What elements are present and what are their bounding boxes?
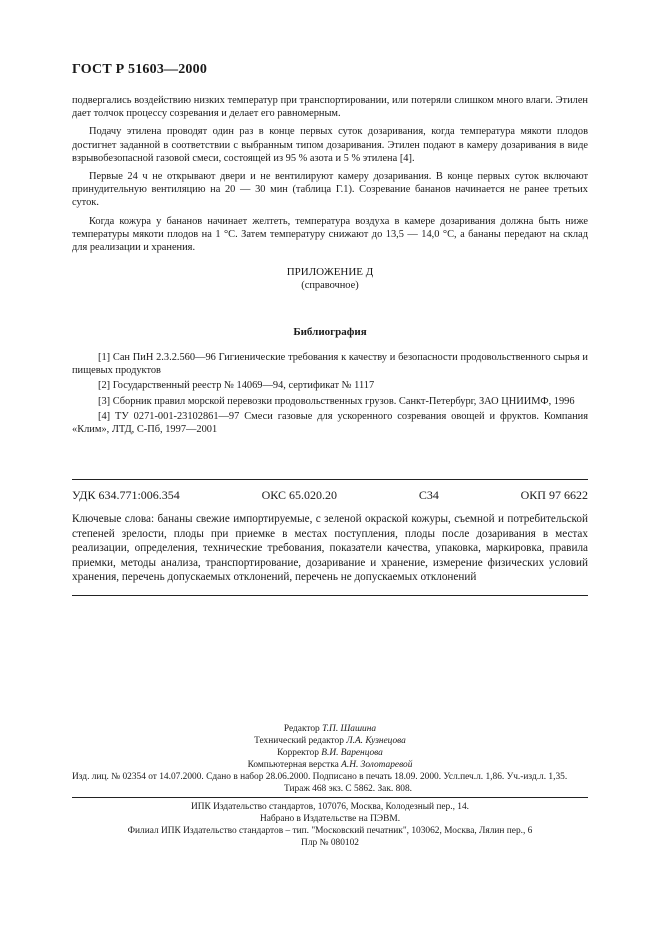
bibliography-title: Библиография	[293, 326, 367, 338]
footer-line-4: Плр № 080102	[301, 838, 359, 848]
paragraph-3: Первые 24 ч не открывают двери и не вентилируют камеру дозаривания. В конце первых суток включают принудительную вентиляцию на 20 — 30 мин (таблица Г.1). Созревание бананов начинается не ранее третьих суток.	[72, 171, 588, 209]
credits-block	[200, 723, 460, 771]
paragraph-2: Подачу этилена проводят один раз в конце первых суток дозаривания, когда температура мякоти плодов достигнет заданной в соответствии с выбранным типом дозаривания. Этилен подают в камеру дозаривания в виде взрывобезопасной газовой смеси, состоящей из 95 % азота и 5 % этилена [4].	[72, 126, 588, 164]
credit-line: Редактор Т.П. Шашина	[283, 724, 377, 734]
appendix-subtitle: (справочное)	[301, 280, 359, 291]
footer-line-1: ИПК Издательство стандартов, 107076, Москва, Колодезный пер., 14.	[190, 802, 469, 812]
body-text	[72, 94, 588, 254]
paragraph-4: Когда кожура у бананов начинает желтеть, температура воздуха в камере дозаривания должна быть ниже температуры мякоти плодов на 1 °С. Затем температуру снижают до 13,5 — 14,0 °С, а бананы передают на склад для реализации и хранения.	[72, 215, 588, 254]
oks-code: ОКС 65.020.20	[261, 488, 337, 502]
bibliography-item: [2] Государственный реестр № 14069—94, сертификат № 1117	[98, 380, 375, 392]
group-code: С34	[418, 488, 439, 502]
credit-line: Компьютерная верстка А.Н. Золотаревой	[247, 760, 413, 770]
okp-code: ОКП 97 6622	[520, 488, 588, 502]
publishing-line-2: Тираж 468 экз. С 5862. Зак. 808.	[284, 784, 412, 794]
udk-code: УДК 634.771:006.354	[72, 488, 180, 502]
divider-footer	[72, 797, 588, 798]
publishing-info	[72, 771, 592, 795]
credit-line: Корректор В.И. Варенцова	[277, 748, 383, 758]
bibliography-item: [3] Сборник правил морской перевозки продовольственных грузов. Санкт-Петербург, ЗАО ЦНИИМФ, 1996	[98, 395, 575, 407]
appendix-title: ПРИЛОЖЕНИЕ Д	[286, 266, 374, 278]
publishing-line-1: Изд. лиц. № 02354 от 14.07.2000. Сдано в набор 28.06.2000. Подписано в печать 18.09. 2000. Усл.печ.л. 1,86. Уч.-изд.л. 1,35.	[72, 772, 568, 782]
bibliography-list	[72, 351, 588, 438]
paragraph-1: подвергались воздействию низких температур при транспортировании, или потеряли слишком много влаги. Этилен дает толчок процессу созревания и делает его равномерным.	[72, 95, 588, 120]
footer-line-2: Набрано в Издательстве на ПЭВМ.	[259, 814, 401, 824]
divider-bottom	[72, 595, 588, 596]
classification-row	[72, 488, 588, 503]
bibliography-item: [1] Сан ПиН 2.3.2.560—96 Гигиенические требования к качеству и безопасности продовольственного сырья и пищевых продуктов	[72, 352, 588, 377]
credit-line: Технический редактор Л.А. Кузнецова	[254, 736, 406, 746]
footer-line-3: Филиал ИПК Издательство стандартов – тип. "Московский печатник", 103062, Москва, Лялин пер., 6	[127, 826, 533, 836]
document-header: ГОСТ Р 51603—2000	[72, 62, 208, 77]
divider-top	[72, 479, 588, 480]
keywords: Ключевые слова: бананы свежие импортируемые, с зеленой окраской кожуры, съемной и потребительской степеней зрелости, плоды при приемке в местах поступления, плоды после дозаривания в местах реализации, определения, технические требования, показатели качества, упаковка, маркировка, правила приемки, методы анализа, транспортирование, дозаривание и хранение, измерение физических условий хранения, перечень допускаемых отклонений, перечень не допускаемых отклонений	[72, 513, 588, 584]
bibliography-item: [4] ТУ 0271-001-23102861—97 Смеси газовые для ускоренного созревания овощей и фруктов. Компания «Клим», ЛТД, С-Пб, 1997—2001	[72, 410, 588, 436]
publisher-footer	[72, 801, 588, 849]
